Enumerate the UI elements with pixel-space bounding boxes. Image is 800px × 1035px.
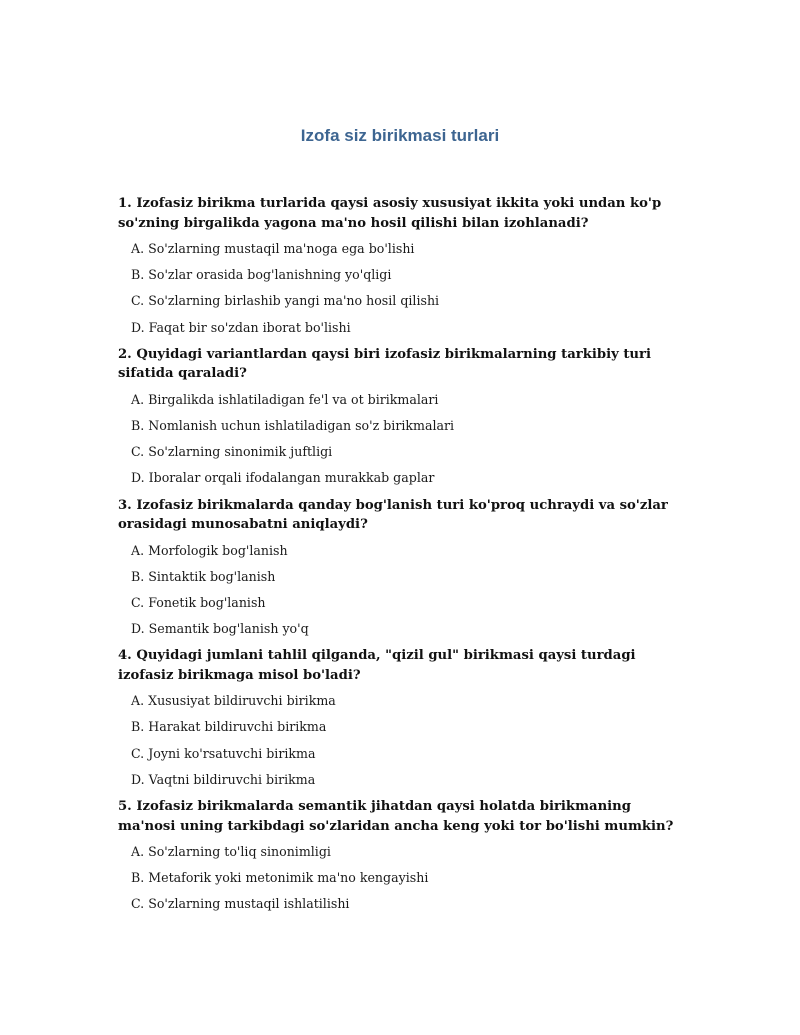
option-b: B. So'zlar orasida bog'lanishning yo'qligi	[131, 267, 392, 283]
question-5	[118, 797, 688, 912]
option-b: B. Nomlanish uchun ishlatiladigan so'z birikmalari	[131, 417, 455, 433]
option-list	[131, 543, 688, 638]
option-c: C. Fonetik bog'lanish	[131, 594, 266, 610]
option-list	[131, 844, 688, 912]
question-2	[118, 345, 688, 487]
option-a: A. So'zlarning mustaqil ma'noga ega bo'lishi	[131, 241, 415, 256]
question-text: 1. Izofasiz birikma turlarida qaysi asosiy xususiyat ikkita yoki undan ko'p so'zning birgalikda yagona ma'no hosil qilishi bilan izohlanadi?	[118, 196, 662, 231]
option-a: A. Xususiyat bildiruvchi birikma	[131, 693, 336, 709]
document-title: Izofa siz birikmasi turlari	[300, 126, 500, 145]
question-text: 3. Izofasiz birikmalarda qanday bog'lanish turi ko'proq uchraydi va so'zlar orasidagi munosabatni aniqlaydi?	[118, 497, 668, 532]
option-d: D. Semantik bog'lanish yo'q	[131, 621, 309, 637]
question-text: 4. Quyidagi jumlani tahlil qilganda, "qizil gul" birikmasi qaysi turdagi izofasiz birikmaga misol bo'ladi?	[118, 648, 636, 683]
question-list	[118, 194, 688, 923]
question-text: 5. Izofasiz birikmalarda semantik jihatdan qaysi holatda birikmaning ma'nosi uning tarkibdagi so'zlaridan ancha keng yoki tor bo'lishi mumkin?	[118, 799, 674, 834]
option-c: C. So'zlarning sinonimik juftligi	[131, 444, 333, 460]
option-d: D. Iboralar orqali ifodalangan murakkab gaplar	[131, 470, 435, 486]
option-c: C. Joyni ko'rsatuvchi birikma	[131, 745, 316, 761]
option-list	[131, 241, 688, 336]
option-list	[131, 693, 688, 788]
option-d: D. Vaqtni bildiruvchi birikma	[131, 771, 316, 787]
question-4	[118, 646, 688, 788]
question-text: 2. Quyidagi variantlardan qaysi biri izofasiz birikmalarning tarkibiy turi sifatida qaraladi?	[118, 346, 651, 382]
option-b: B. Harakat bildiruvchi birikma	[131, 719, 327, 735]
option-d: D. Faqat bir so'zdan iborat bo'lishi	[131, 319, 351, 335]
question-3	[118, 496, 688, 638]
option-a: A. So'zlarning to'liq sinonimligi	[131, 844, 331, 859]
option-list	[131, 392, 688, 487]
option-b: B. Metaforik yoki metonimik ma'no kengayishi	[131, 870, 429, 886]
option-c: C. So'zlarning mustaqil ishlatilishi	[131, 896, 350, 912]
option-a: A. Morfologik bog'lanish	[131, 542, 288, 558]
option-b: B. Sintaktik bog'lanish	[131, 568, 276, 584]
question-1	[118, 194, 688, 336]
option-a: A. Birgalikda ishlatiladigan fe'l va ot birikmalari	[131, 391, 439, 407]
option-c: C. So'zlarning birlashib yangi ma'no hosil qilishi	[131, 293, 440, 309]
